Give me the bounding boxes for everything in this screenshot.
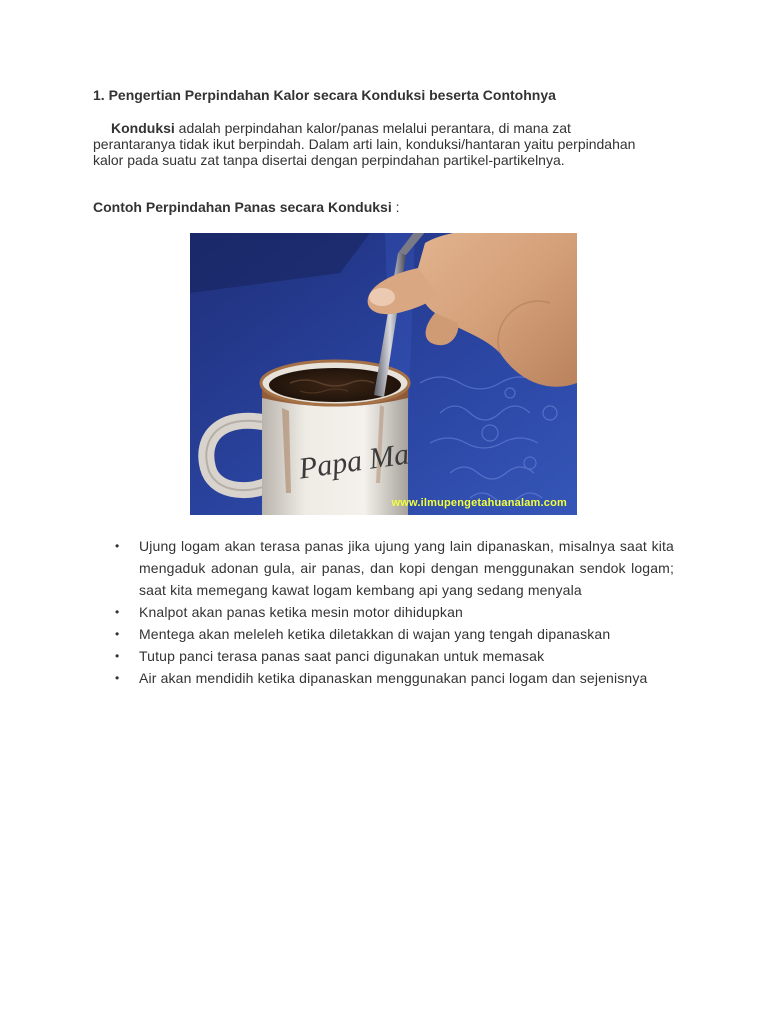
bullet-icon: • <box>115 539 120 553</box>
examples-subheading-title: Contoh Perpindahan Panas secara Konduksi <box>93 199 392 215</box>
list-item-text: Air akan mendidih ketika dipanaskan menggunakan panci logam dan sejenisnya <box>139 670 648 686</box>
list-item-text: Mentega akan meleleh ketika diletakkan di wajan yang tengah dipanaskan <box>139 626 611 642</box>
list-item <box>93 645 674 667</box>
bullet-icon: • <box>115 605 120 619</box>
photo-watermark: www.ilmupengetahuanalam.com <box>391 497 567 509</box>
list-item-text: Knalpot akan panas ketika mesin motor dihidupkan <box>139 604 463 620</box>
mug-lettering: Papa Ma <box>296 437 412 486</box>
bullet-icon: • <box>115 627 120 641</box>
section-heading: 1. Pengertian Perpindahan Kalor secara Konduksi beserta Contohnya <box>93 87 556 103</box>
intro-text: adalah perpindahan kalor/panas melalui perantara, di mana zat perantaranya tidak ikut berpindah. Dalam arti lain, konduksi/hantaran yaitu perpindahan kalor pada suatu zat tanpa disertai dengan perpindahan partikel-partikelnya. <box>93 120 636 168</box>
list-item-text: Ujung logam akan terasa panas jika ujung yang lain dipanaskan, misalnya saat kita mengaduk adonan gula, air panas, dan kopi dengan menggunakan sendok logam; saat kita memegang kawat logam kembang api yang sedang menyala <box>139 538 674 598</box>
list-item <box>93 623 674 645</box>
examples-subheading-suffix: : <box>391 199 400 215</box>
list-item <box>93 535 674 601</box>
list-item <box>93 601 674 623</box>
list-item-text: Tutup panci terasa panas saat panci digunakan untuk memasak <box>139 648 545 664</box>
intro-term: Konduksi <box>111 120 175 136</box>
bullet-icon: • <box>115 671 120 685</box>
list-item <box>93 667 674 689</box>
coffee-mug-illustration <box>190 233 577 515</box>
intro-paragraph <box>93 120 653 168</box>
examples-subheading <box>93 199 693 216</box>
examples-list <box>93 535 674 689</box>
coffee-mug-photo <box>190 233 577 515</box>
bullet-icon: • <box>115 649 120 663</box>
